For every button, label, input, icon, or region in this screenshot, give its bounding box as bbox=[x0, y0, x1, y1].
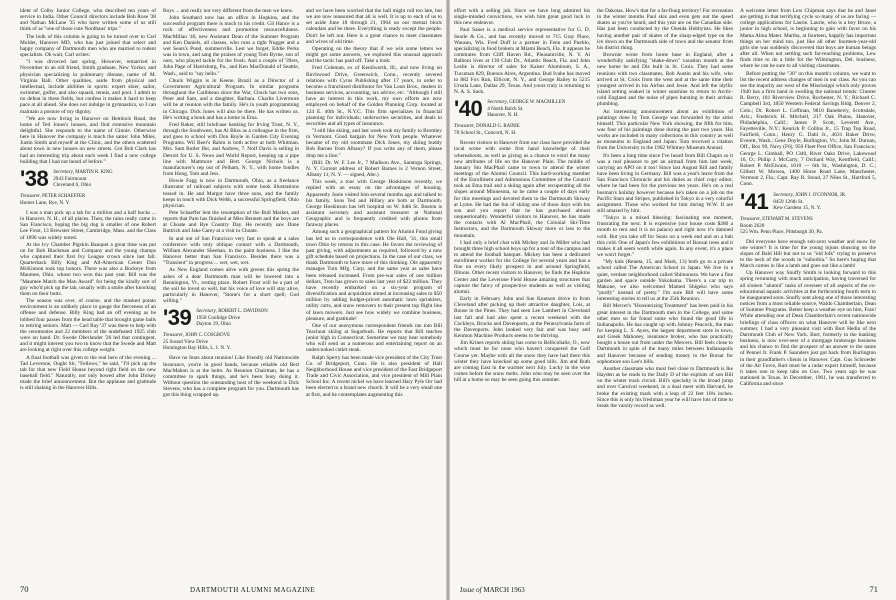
treasurer-name: JOHN C. COSGROVE bbox=[185, 333, 231, 339]
secretary-city: Hanover, N. H. bbox=[487, 112, 519, 119]
issue-month: MARCH 1963 bbox=[483, 586, 525, 594]
class-secretary-block bbox=[487, 99, 565, 118]
paragraph: A final football was given to the real hero of the evening ... Tad Leverone, Ought Sir, "Fellows," he said, "I'll pick up the tab for that new Field House beyond right field on the new baseball field." Naturally, not only bowed after John Dickey made the brief announcement. But the applause and gratitude is still shaking in the Hanover Hills. bbox=[20, 354, 156, 392]
paragraph: "We are now living in Hanover on Hemlock Road, the home of Ted Jones's houses, and find extensive mountain delightful. She responds to the name of Ginnie. Otherwise here in Hanover the company is much the same: John Miles, Justin Smith and myself at the Clinic, and the others scattered about town in new houses on new streets. Got Bob Clark has had an interesting trip about each week I find a new college building that I had not heard of before." bbox=[20, 115, 156, 165]
treasurer-name: DONALD G. RAINIE bbox=[476, 124, 520, 130]
class-heading-39 bbox=[163, 305, 299, 331]
treasurer-name: STEWART M. STEVENS bbox=[762, 216, 813, 222]
treasurer-city: 525 Wm. Penn Place, Pittsburgh 30, Pa. bbox=[740, 228, 823, 235]
secretary-city: Dayton 19, Ohio bbox=[196, 321, 231, 328]
paragraph: One of our anonymous correspondent friends ran into Bill Teachout skiing at Sugarbush. He reports that Bill teaches junior high in Connecticut. Sometime we may hear somebody who will send us a numerous and entertaining report on an undercooked cutlet steak. bbox=[306, 322, 442, 354]
paragraph: A welcome letter from Lew Chipman says that he and Janet are getting in that terrifying cycle so many of us are facing — college applications for Laurie. Laurie, who is a boy Bruce, a junior in high school, is beginning to gain with favor on his Mama Alma Mater. Martha, at fourteen, happily has important things on her mind too, just like all other fourteen-year-old girls she was suddenly discovered that boys are human beings after all. When not settling such far-reaching problems, Lew finds time to do a little for the Wilmington, Del. business, where he can be sure to all visiting classmates. bbox=[740, 8, 876, 70]
issue-date bbox=[460, 586, 525, 594]
paragraph: Chuck Wiggin is in Keene, Brazil as a Director of a Government Agricultural Program. In similar programs throughout the Caribbean since the War, Chuck has two sons, Peter and Sam, and a daughter, Barbara. Charlie Livermore will be at reunion with the family. He's in youth programming in Chicago. Dick Jones will also be there. He has written us. He's writing a book and has a home in Etna. bbox=[163, 77, 299, 121]
paragraph: "I was divorced last spring. However, remarried in November to an old friend, Smith graduate, New Yorker, and physician specializing in pulmonary disease, name of M. Virginia Ball. Other qualities, aside from physical and intellectual, include abilities in sports: expert skier, sailor, swimmer, golfer, and also squash, tennis, and pool. I admit to no defeat in these fields, but confess it makes it hard to keep pace at all ahead. She does not indulge in gymnastics, so I can maintain a posture of my dignity. bbox=[20, 59, 156, 115]
paragraph: Before putting the "30" on this month's column, we want to list the recent address changes of men in our class. As you can see the majority are west of the Mississippi which only proves 1940 has a firm hand in swelling the national trends: Chester R. Berry, 181 Riverview Drive, Rochester, N. Y.; Richard C. Campbell 3rd, 1850 Western Federal Savings Bldg. Denver 2, Colo.; Dr. Robert L. Coffman, 9810 Baneberry, Scottsdale, Ariz.; Frederick H. Mitchell, 217 Oak Plains, Hanover, Philadelphia, Calif.; James P. Scott, Leverett Ave., Fayetteville, N.Y.; Kenrick P. Collins Jr., 15 Trap Top Road, Fairfield, Conn.; Henry G. Dahl Jr., 4631 Baker Drive, Everett, Wash.; Gene Doyle, Burlington, Vt.; John M. Durnan, Off., Box 99, Navy (F6), 950 Fleet Post Office, San Francisco; George L. Gimball, PO 1340, River Oaks Drive, Lakewood 16, O.; Philip J. McCarty, 7 Orchard Way, Kentfield, Calif.; Robert P. McElwain, 1610 — 6th St., Washington, D. C.; Gilbert W. Morsea, 1400 Horse Road Lane, Manchester, Vermont 2, Fla.; Capt. Ray R. Stoud, 27 Niles St., Hartford 5, Conn. bbox=[740, 70, 876, 188]
secretary-name: GEORGE W. MACMILLEN bbox=[509, 100, 566, 106]
paragraph: Did everyone have enough sub-zero weather and snow for one winter? It is time for the young injuns shussing on the slopes of Bald Hill but not to us "old folk" trying to preserve to the neck of the woods in "suburbia." So here's hoping that March comes in like a lamb and goes out like a lamb! bbox=[740, 238, 876, 270]
page-number: 70 bbox=[20, 584, 29, 594]
secretary-name: MARTIN R. KING bbox=[75, 169, 113, 175]
secretary-address: 1958 Coolidge Drive bbox=[196, 315, 241, 322]
class-treasurer bbox=[20, 193, 156, 206]
paragraph: It's been a long time since I've heard from Bill Chapin so it was a real pleasure to get an airmail from him last week, carrying an APO on it too! Since last August Bill and family have been living in Germany. Bill was a year's leave from the San Francisco Chronicle and his duties as chief copy editor, where he had been for the previous ten years. He's on a real busman's holiday however because he's taken on a job on the Pacific Stars and Stripes, published in Tokyo in a very colorful assignment. Those who worked for him during W.W. II are still amazed by him. bbox=[597, 152, 733, 214]
treasurer-label: Treasurer, bbox=[740, 215, 761, 222]
paragraph: "My kids (Reneta, 15, and Mark, 13) both go to a private school called The American School in Japan. We live in a quiet, verdant neighborhood called Shimonura. We have a fine garden and space outside Yokohama. There's a car trip to Makone, we also welcomed Mamed Shigeko who says "purify" instead of pretty." I'm sure Bill will have some interesting stories to tell us at the 25th Reunion. bbox=[597, 259, 733, 303]
treasurer-label: Treasurer, bbox=[20, 192, 41, 199]
issue-prefix: Issue of bbox=[460, 586, 482, 594]
paragraph: John Southard now has an office in Hopkins, and the successful program there is much to his credit. Gil Hance is a rock of effectiveness and promotion resourcefulness. MacMillan '40, new Assistant Dean of the Summer Program and Ken Daniels, all classes, who runs a tight Nugget and a wet Sears's Pond, summerville. Lest we forget, Eddie Perks was in town, and sang the praises of young Tom Byrne, son of ours, who played tackle for the frosh. And a couple of '39ers, John Page of Harrisburg, Pa., and Ken MacDonald of Seattle, Wash., said to "say hello." bbox=[163, 15, 299, 77]
treasurer-address: Hunter Lane, Rye, N. Y. bbox=[20, 199, 70, 206]
secretary-label: Secretary, bbox=[53, 168, 74, 175]
paragraph: Boys ... and really not very different from the men we knew. bbox=[163, 8, 294, 14]
paragraph: effort with a selling job. Since we have long admired his single-minded convictions, we wish him great good luck in this new endeavor. bbox=[454, 8, 590, 27]
paragraph: This week, a tour with George Hoskinson recently, we replied with an essay on the advantages of housing. Apparently Junie visited him several months ago and talked to his family. Sons Ted and Hillary are both at Dartmouth. George Hoskinson has left hospital on W. 64th St. Boston is assistant secretary and assistant treasurer at National Geographic and is frequently credited with photos from faraway places. bbox=[306, 179, 442, 229]
secretary-label: Secretary, bbox=[773, 191, 794, 198]
secretary-name: ROBERT L. DAVIDSON bbox=[218, 309, 268, 315]
class-treasurer bbox=[163, 332, 299, 351]
class-secretary-block bbox=[196, 308, 268, 327]
paragraph: Up Hanover way Snuffy Smith is looking forward to this spring rerunning with much anticipation, having traversed for all sixteen "alumni" tasks of overseer of all aspects of the co-educational aquatic activities at the forthcoming fourth term to be inaugurated soon. Snuffy sent along one of those interesting notices from a most reliable source, Waldo Chamberlain, Dean of Summer Programs. Better keep a weather eye on him, Fran! While attending one of Dean Chamberlain's recent nationwide briefings of class officers on what Hanover will be like next summer, I had a very pleasant visit with Burt Hedin of the Dartmouth Club of New York. Burt, formerly in the banking business, is now over-seer of a mortgage brokerage business and his chance to find the prospect of an answer to the name of Pennel Jr. Frank P. Saunders just got back from Burlington in their grandfather's clients in Hanover. Capt. Gus Schroeder of the Air Force, Burt must be a radar expert himself, because it takes one to keep tabs on Gus. Two years ago he was stationed in Texas. In December, 1961, he was transferred to California and since bbox=[740, 270, 876, 388]
class-secretary-block bbox=[773, 192, 846, 211]
class-year: '38 bbox=[20, 165, 49, 191]
treasurer-address: 78 School St., Concord, N. H. bbox=[454, 130, 517, 137]
paragraph: Paul Saner is a medical service representative for G. D. Searle & Co., and has recently moved to 715 Gray Place, Wausau, Wis. Fred Duff is a partner in Fenn and Pueblo, specializing in food brokers at Miami Beach, Fla. It appears he commutes from Cliff Haven Rd., Pleasantville, N. Y. Al Balboni lives at 130 Club Dr., Atlantic Beach, Fla. and John Leslie is director of sales for Kaiser Aluminum, S. A., Tucuman 829, Buenos Aires, Argentina. Bud Ivahe has moved to 882 Fox Run, Ellicott, N. Y., and George Bailey to 5215 Ursula Lane, Dallas 29, Texas. And yours truly is returning to N. A. S. Sack. bbox=[454, 27, 590, 96]
treasurer-name: PETER SCHAEFFER bbox=[42, 193, 86, 199]
class-secretary-block bbox=[53, 169, 112, 188]
secretary-city: Kew Gardens 15, N. Y. bbox=[773, 204, 822, 211]
class-year: '39 bbox=[163, 305, 192, 331]
right-column-1 bbox=[454, 8, 590, 580]
magazine-title: DARTMOUTH ALUMNI MAGAZINE bbox=[190, 586, 316, 594]
secretary-label: Secretary, bbox=[487, 99, 508, 106]
right-column-2 bbox=[597, 8, 733, 580]
paragraph: the Dakotas. How's that for a far-flung territory! For recreation in the winter months Paul skis and even gets out the speed skates as you've heard, and this year are on the Canadian side. Has just been conducted by the Oneida Hobbyists. He likes having another pair of skates of the sharp-edged type on the ice down on the Dartmouth side of town and the senator from his district thing. bbox=[597, 8, 733, 51]
secretary-address: 2943 Fairmount bbox=[53, 175, 87, 182]
class-treasurer bbox=[454, 123, 590, 136]
class-year: '40 bbox=[454, 96, 483, 122]
paragraph: Bill Mercer's "Hoosierizing Treatment" has been paid in his great interest in the Dartmouth men in the College, and some other men so far found some who found the good life in Indianapolis. He has caught up with Johnny Peacock, the man for keeping L. S. Ayers, the largest department store in town, and Greek Mahoney, insurance broker, who has practically bought a house out from under the Mercers. Bill feels close to Dartmouth in spite of the many miles between Indianapolis and Hanover because of sending money to the Bursar for sophomore son Lee's bills. bbox=[597, 303, 733, 365]
paragraph: Recent visitors to Hanover from our class have provided the local scene with some first hand knowledge of their whereabouts, as well as giving us a chance to extol the many new attributes of life on the Hanover Plain. The middle of January Stu MacPhail came to town to attend the winter meetings of the Alumni Council. This hard-working member of the Enrollment and Admissions Committee of the Council took an Etna trail and a skiing again after recuperating all the slopes around Minnesota, so he came a couple of days early for this meetings and devoted them to the Dartmouth Skiway at Lyme. He had the fun of skiing one of those days with his son and you report that he has purchased almost unquestionably. Wonderful visitors to Hanover, he has made the contacts with Al MacPhail, the Colonial Ski-Time Instructors, and the Dartmouth Skiway more or less to the mountain. bbox=[454, 140, 590, 239]
class-year: '41 bbox=[740, 188, 769, 214]
page-number: 71 bbox=[869, 584, 878, 594]
secretary-city: Cleveland 6, Ohio bbox=[53, 181, 92, 188]
paragraph: and we have been worried that the ball might roll too late, but we are now reassured that all is well. It is up to each of us to set aside June 18 through 21, 1964 on our mental block calendars and be there. Everything is ready except the people. Don't be left out. Here is a great chance to meet classmates and wives of old time. bbox=[306, 8, 442, 45]
left-column-1 bbox=[20, 8, 156, 580]
class-heading-38 bbox=[20, 165, 156, 191]
secretary-address: 4 North Balch St. bbox=[487, 106, 524, 113]
treasurer-city: Huntington Bay Hills, L. I. N. Y. bbox=[163, 345, 231, 352]
paragraph: Operating on the theory that if we win some letters we might get some answers, we explored this unusual approach and the tactic has paid off. Take a look: bbox=[306, 45, 442, 65]
paragraph: ident of Colby Junior College, who described ten years of service in India. Other Council directors include Bob Rose '38 and Nathan McLane '35 who have written some of us still think of as "one of those cute Nordhaus' trips." bbox=[20, 8, 156, 33]
paragraph: Howie Fagg is now in Dartmouth, Ohio, as a freelance illustrator of railroad subjects with some book illustrations tossed in. He and Margot have three sons, and the family keeps in touch with Dick Webb, a successful Springfield, Ohio physician. bbox=[163, 178, 299, 209]
paragraph: Pete Schaeffer lent the resumption of the Bull Market, and reports that Pam has finished at Miss Bennett and the boys are at Choate and Rye Country Day. He recently saw Dune Buttrick and Jake Carey at a visit in Choate. bbox=[163, 210, 299, 235]
paragraph: "I still like skiing, and last week took my family to Bromley in Vermont. Good bargain for New York people. Whatever became of my old roommate Dick Jones, my skiing buddy Bob Barnes from Albany? If you write any of them, please drop me a line." bbox=[306, 127, 442, 159]
right-column-3 bbox=[740, 8, 876, 580]
paragraph: The bulk of this column is going to be turned over to Carl Molder, Hanover MD, who has just joined that select and happy company of Dartmouth men who are married to rodent specialists. Oh wait, Carl writes: bbox=[20, 33, 156, 59]
left-column-2 bbox=[163, 8, 299, 580]
right-page bbox=[450, 0, 896, 600]
class-heading-41 bbox=[740, 188, 876, 214]
paragraph: I was a man pick up a tab for a million and a half bucks ... in Hanover, N. H., of all places. Then, the rains really came in San Francisco, hoping the big dog is smaller of one Robert Lee Frost, 13 Brewster Street, Cambridge, Mass. and the Class of 1896 was widely noted. bbox=[20, 209, 156, 241]
secretary-address: 8459 126th St. bbox=[773, 198, 804, 205]
secretary-label: Secretary, bbox=[196, 308, 217, 315]
paragraph: Fred Baker, still briefcase banking for Irving Trust, N. Y., through the Southwest, has Al Bliss as a colleague in the firm, and goes to school with Don Boyle in Garden City Evening Programs. Wil Beer's Rahm is both active at both Whitman. Mrs. Sam Butler Ifer, and Andrew, 7. Nolf Davis is selling in Detroit for U. S. News and World Report, keeping up a pipe line with Mattmore and Bert. George Nichols is a manufacturer's rep out of Pelham, N. Y., with home fondles from Hong, Tom and Jess. bbox=[163, 121, 299, 178]
paragraph: At the Ivy Chamber Pigskin Banquet a great time was put on for Bob Blackman and Company and the young champs who captured their first Ivy League crown since last fall. Quarterback Billy King and All-American Center Don McKinnon took top honors. There was also a Buckeye from Maumee, Ohio, whose two won this past year. Bill was the "Maumee Match the Man Award" for being the kindly sort of guy who'd pick up the tab, usually with a smile after knocking them on their butts. bbox=[20, 241, 156, 297]
paragraph: Early in February John and Sue Knutson drove in from Cleveland after picking up their attractive daughter, Lois, at Rouse in the Pines. They had seen Lee Lambert in Cleveland last fall and had also spent a recent weekend with the Cockleys, Brucks and Davenports, at the Pennsylvania farm of the Davenports. John looked very fair and was busy and Kenmon Machine Products seems to be thriving. bbox=[454, 296, 590, 340]
secretary-name: JOHN J. O'CONNOR, JR. bbox=[795, 192, 847, 198]
paragraph: As New England comes alive with greens this spring the ashes of a dear Dartmouth man will be lowered into a Bennington, Vt., resting place. Robert Frost will be a part of the soil he loved so well, but his voice of love will stay alive, particularly in Hanover, "Stone's for a short spell; God willing." bbox=[163, 267, 299, 305]
treasurer-address: Room 2620 bbox=[740, 222, 765, 229]
paragraph: I had only a brief chat with Mickey and Jo Miller who had brought three high school boys up for a tour of the campus and to attend the football banquet. Mickey has been a dedicated enrollment worker for the College for several years and has a fine on every likely prospect in and around Springfield, Illinois. Other recent visitors to Hanover, he finds the Hopkins Center and the Leverone Field House amazing structures that capture the fancy of prospective students as well as visiting alumni. bbox=[454, 239, 590, 295]
paragraph: Ralph Sperry has been made vice president of the City Trust Co. of Bridgeport, Conn. He is also president of Hall Neighborhood House and vice president of the Fast Bridgeport Trade and Civic Association, and vice president of Mill Plain School Inc. A recent nickel we have learned Hary Pyle Orr had been elected to a brand new church. It will be a very small one at first, and he contemplates augmenting this bbox=[306, 354, 442, 398]
paragraph: Have no fears about reunion! Like friendly old Nationwide Insurance, you're in good hands, because reliable old Bert MacMahon is at the helm. As Reunion Chairman, he has a committee to spark things, and he's been busy doing it. Without question the outstanding host of the weekend is Dick Stevens, who has a complete program for you. Dartmouth has got this thing wrapped up. bbox=[163, 355, 299, 399]
treasurer-label: Treasurer, bbox=[454, 123, 475, 130]
paragraph: "Tokyo is a mixed blessing: fascinating one moment, frustrating the next. It is expensive (our house costs $280 a month to rent and it is no palace) and right now it's damned cold. But you take off for Sears on a week end and on a hub this cold. One of Japan's few exhibitions of Bonsai trees and it makes it all seem worth while again. In any event, it's a place we won't forget." bbox=[597, 215, 733, 259]
paragraph: An interesting announcement about an exhibition of paintings done by Tom George was forwarded by the artist himself. This particular New York showing, the fifth for him, was four of his paintings done during the past two years. His works are included in many collections in this country as well as museums in England and Japan. Tom received a citation from the University in the 1962 Whitney Museum Annual. bbox=[597, 108, 733, 152]
paragraph: Fred Coleman, ex of Kenilworth, Ill., and now living on Birchwood Drive, Greenwich, Conn., recently severed relations with Cyrus Publishing after 17 years, in order to become a franchised distributor for Van Loon Bros., dealers in business services, accounting, tax advice, etc. "Although I still have an interest in this work, my own efforts are now employed on behalf of the Golden Planning Corp. located at 124 E. 40th St., N.Y.C. This firm specializes in financial planning for individuals; underwrites securities, and deals in securities and all types of insurance. bbox=[306, 65, 442, 127]
paragraph: Brownie wrote from home base in England, after a wonderfully satisfying "shake-down" vacation month at the new home he and Diz built in St. Croix. They had some reunions with two classmates, Bob Austin and his wife, who arrived at St. Croix from the west and at the same time their youngest arrived in his Airbus and Jesse. And left the idyllic island setting soaked in winter sunshine to return to Arctic-cold England and the noise of pipes bursting in their archaic plumbing. bbox=[597, 52, 733, 108]
left-column-3 bbox=[306, 8, 442, 580]
paragraph: (Bill: Dr. W. F. Lee Jr., 7 Madison Ave., Saratoga Springs, N. Y. Current address of Robert Barnes is 2 Vernon Street, Albany 11, N. Y. — signed, Abe.) bbox=[306, 159, 442, 179]
left-page bbox=[0, 0, 446, 600]
treasurer-label: Treasurer, bbox=[163, 332, 184, 339]
class-heading-40 bbox=[454, 96, 590, 122]
paragraph: Among such a geographical pattern for Alumni Fund giving has led us to correspondence with Ole Hall, '31, this small town Ohio by returns in this case. He favors the reviewing of past giving, with adjustments as required, followed by a new gift schedule based on projections. In the case of our class, we thank Dartmouth to have more of this thinking. Ole apparently manages Turn Mfg. Corp. and the same year as sales have been released increased. From pre-war sales of one million dollars, Tron has grown to sales last year of $22 million. They have recently embarked on a six-year program of diversification and acquisition aimed at increasing sales to $50 million by adding budget-priced automatic lawn sprinklers, utility carts, and snow removers to their present top flight line of lawn mowers. Just see how widely we combine business, pleasure, and gratitude! bbox=[306, 229, 442, 322]
paragraph: In and out of San Francisco very fast to speak at a sales conference with only oblique contact with a Dartmouth, William Alexander Sheehan, in the paint business. I like the Hanover better than San Francisco. Besides there was a "Transient" in progress ... wet, wet, wet. bbox=[163, 235, 299, 267]
class-treasurer bbox=[740, 216, 876, 235]
paragraph: The season was over, of course, and the masked potato environment is an unlikely place to gauge the fierceness of an offense and defense. Billy King had an off evening as he lobbed four passes from the head table that brought game balls to retiring seniors. Matt — Carl Ray '37 was there to help with the ceremonies and 22 members of the undefeated 1925 club were on hand. Dr. Swede Oberlander '26 led that contingent, and it might interest you two to know that the Swede and Matt are looking at right over this college weight. bbox=[20, 298, 156, 354]
treasurer-address: 25 Sound View Drive bbox=[163, 339, 208, 346]
paragraph: Jim Krines reports skiing has come to Bellicohalie, O., now which must be for none who haven't conquered the Golf Course yet. Maybe with all the snow they have had there this winter they have knocked up some good hills. Jim and Ruth are coming East in the warmer next July. Lucky in the wise comes before the snow melts. John who may be seen over the hill at a home so may be seen going this summer. bbox=[454, 340, 590, 384]
paragraph: Another classmate who must feel close to Dartmouth is Ike Hayden as he reads in the Daily D of the exploits of son Bill on the winter track circuit. Bill's specialty is the broad jump and over Carnival weekend, in a dual meet with Harvard, he broke the existing mark with a leap of 22 feet 10¾ inches. Since this is only his freshman year he will have lots of time to break the varsity record as well. bbox=[597, 365, 733, 409]
